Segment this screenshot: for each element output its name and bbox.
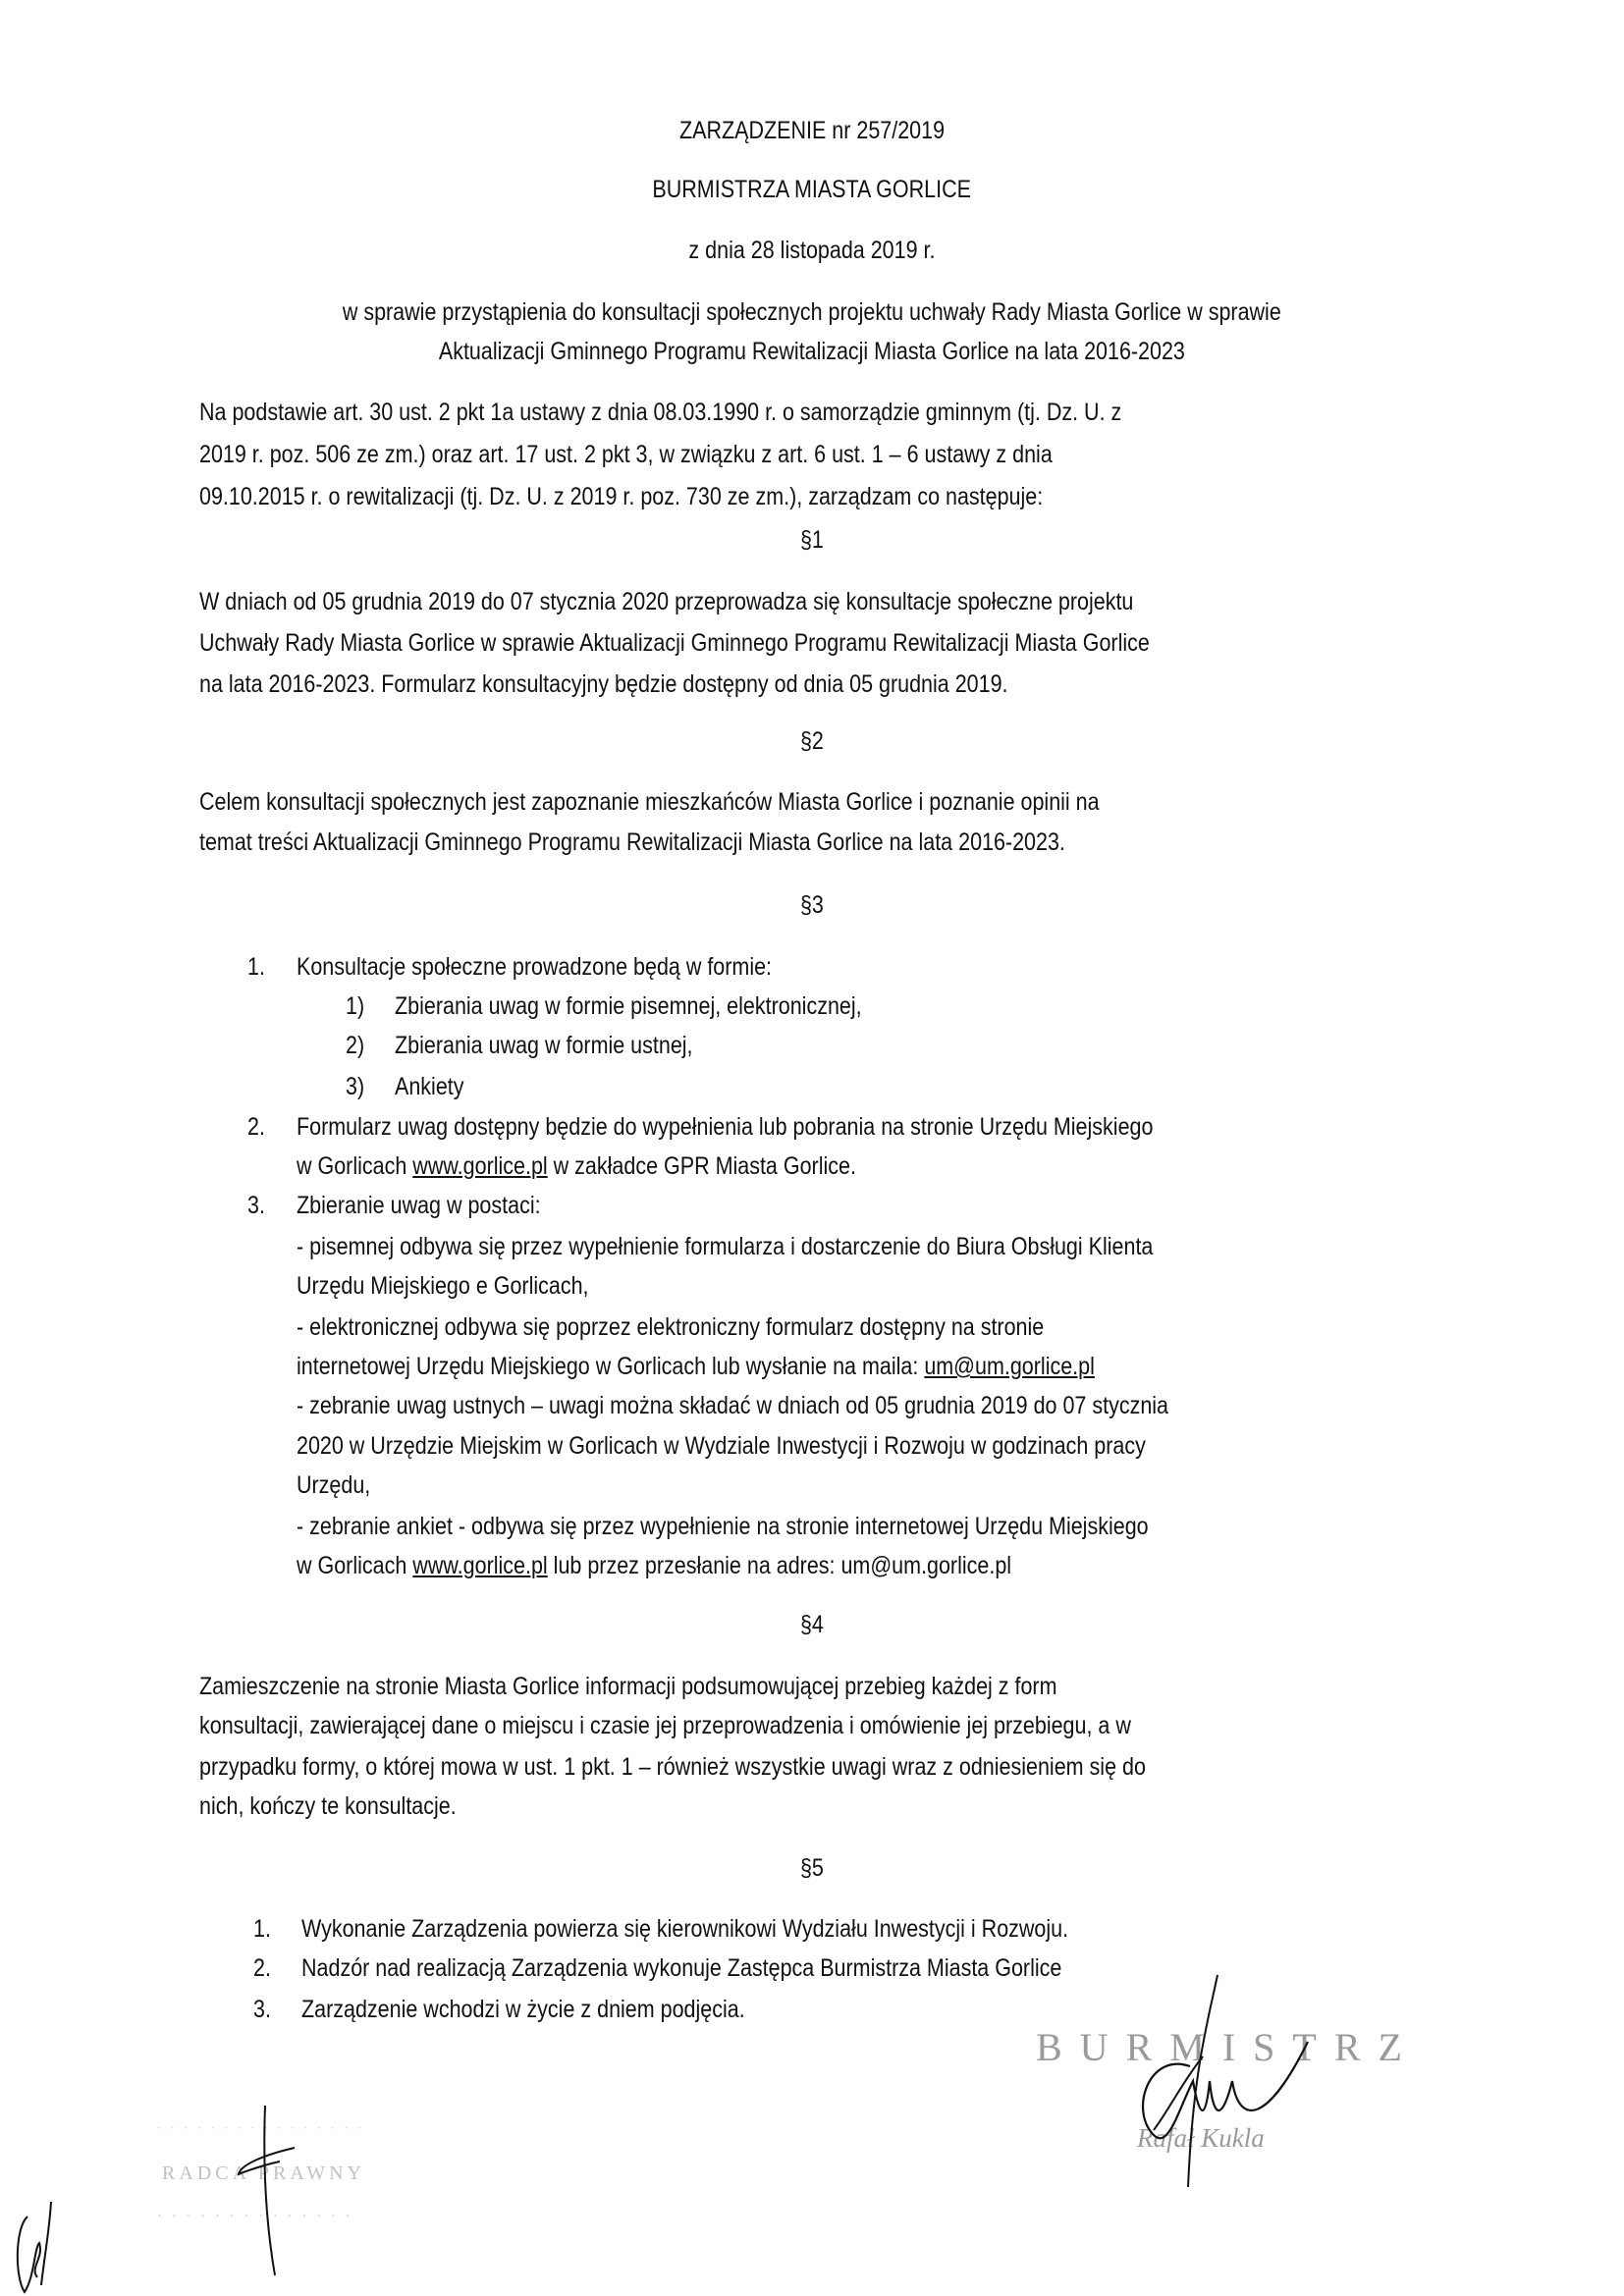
preamble-line2: 2019 r. poz. 506 ze zm.) oraz art. 17 ust. 2 pkt 3, w związku z art. 6 ust. 1 – 6 ustawy z dnia xyxy=(199,441,1053,468)
mayor-stamp-name: Rafał Kukla xyxy=(1137,2123,1265,2153)
document-subject-line2: Aktualizacji Gminnego Programu Rewitalizacji Miasta Gorlice na lata 2016-2023 xyxy=(438,338,1186,365)
legal-stamp-header: · · · · · · · · · · · · · · · · xyxy=(157,2120,365,2135)
document-issuer: BURMISTRZA MIASTA GORLICE xyxy=(652,176,972,203)
document-subject-line1: w sprawie przystąpienia do konsultacji społecznych projektu uchwały Rady Miasta Gorlice w sprawie xyxy=(343,298,1281,326)
s3-sub3-number: 3) xyxy=(346,1073,365,1100)
s3-bullet3-line2: 2020 w Urzędzie Miejskim w Gorlicach w Wydziale Inwestycji i Rozwoju w godzinach pracy xyxy=(297,1432,1146,1460)
s3-sub1-number: 1) xyxy=(346,992,365,1020)
legal-stamp-title: RADCA PRAWNY xyxy=(162,2163,365,2184)
preamble-line3: 09.10.2015 r. o rewitalizacji (tj. Dz. U. z 2019 r. poz. 730 ze zm.), zarządzam co następuje: xyxy=(199,483,1044,510)
s3-bullet2-line1: - elektronicznej odbywa się poprzez elektroniczny formularz dostępny na stronie xyxy=(297,1313,1045,1341)
section-5-heading: §5 xyxy=(800,1854,824,1882)
s3-bullet3-line1: - zebranie uwag ustnych – uwagi można składać w dniach od 05 grudnia 2019 do 07 stycznia xyxy=(297,1392,1169,1419)
s3-sub1-text: Zbierania uwag w formie pisemnej, elektronicznej, xyxy=(395,992,862,1020)
section-4-line2: konsultacji, zawierającej dane o miejscu i czasie jej przeprowadzenia i omówienie jej przebiegu, a w xyxy=(199,1712,1131,1739)
s3-bullet4-line2-text: w Gorlicach xyxy=(297,1552,413,1579)
s3-item2-line1: Formularz uwag dostępny będzie do wypełnienia lub pobrania na stronie Urzędu Miejskiego xyxy=(297,1113,1154,1141)
section-1-line2: Uchwały Rady Miasta Gorlice w sprawie Aktualizacji Gminnego Programu Rewitalizacji Miasta Gorlice xyxy=(199,629,1150,657)
s3-bullet1-line2: Urzędu Miejskiego e Gorlicach, xyxy=(297,1272,589,1300)
gorlice-website-link[interactable]: www.gorlice.pl xyxy=(412,1152,548,1180)
s3-sub3-text: Ankiety xyxy=(395,1073,464,1100)
s3-item3-text: Zbieranie uwag w postaci: xyxy=(297,1192,541,1219)
s3-sub2-number: 2) xyxy=(346,1032,365,1059)
section-1-line1: W dniach od 05 grudnia 2019 do 07 stycznia 2020 przeprowadza się konsultacje społeczne projektu xyxy=(199,588,1134,615)
section-3-heading: §3 xyxy=(800,891,824,919)
s3-item1-number: 1. xyxy=(247,953,265,981)
document-date: z dnia 28 listopada 2019 r. xyxy=(688,237,936,264)
s3-bullet1-line1: - pisemnej odbywa się przez wypełnienie formularza i dostarczenie do Biura Obsługi Klienta xyxy=(297,1233,1154,1260)
legal-stamp-name: · · · · · · · · · · · · · · xyxy=(157,2209,353,2224)
s3-item3-number: 3. xyxy=(247,1192,265,1219)
s3-item1-text: Konsultacje społeczne prowadzone będą w formie: xyxy=(297,953,773,981)
s3-bullet4-line1: - zebranie ankiet - odbywa się przez wypełnienie na stronie internetowej Urzędu Miejskiego xyxy=(297,1513,1149,1540)
section-4-line1: Zamieszczenie na stronie Miasta Gorlice informacji podsumowującej przebieg każdej z form xyxy=(199,1673,1057,1700)
email-link[interactable]: um@um.gorlice.pl xyxy=(924,1353,1095,1380)
section-2-line1: Celem konsultacji społecznych jest zapoznanie mieszkańców Miasta Gorlice i poznanie opinii na xyxy=(199,788,1100,816)
section-4-line4: nich, kończy te konsultacje. xyxy=(199,1792,457,1820)
document-title: ZARZĄDZENIE nr 257/2019 xyxy=(678,117,946,144)
section-4-line3: przypadku formy, o której mowa w ust. 1 pkt. 1 – również wszystkie uwagi wraz z odniesieniem się do xyxy=(199,1753,1146,1781)
s5-item2-number: 2. xyxy=(253,1954,271,1982)
section-1-heading: §1 xyxy=(800,526,824,554)
section-2-line2: temat treści Aktualizacji Gminnego Programu Rewitalizacji Miasta Gorlice na lata 2016-2023. xyxy=(199,828,1065,856)
s3-item2-line2-text: w Gorlicach xyxy=(297,1152,413,1180)
s3-item2-line2-suffix: w zakładce GPR Miasta Gorlice. xyxy=(547,1152,856,1180)
s5-item2-text: Nadzór nad realizacją Zarządzenia wykonuje Zastępca Burmistrza Miasta Gorlice xyxy=(301,1954,1062,1982)
s5-item1-number: 1. xyxy=(253,1915,271,1943)
s3-bullet2-line2-text: internetowej Urzędu Miejskiego w Gorlicach lub wysłanie na maila: xyxy=(297,1353,925,1380)
mayor-stamp-title: BURMISTRZ xyxy=(1036,2025,1420,2069)
section-2-heading: §2 xyxy=(800,727,824,755)
gorlice-website-link-2[interactable]: www.gorlice.pl xyxy=(412,1552,548,1579)
s5-item1-text: Wykonanie Zarządzenia powierza się kierownikowi Wydziału Inwestycji i Rozwoju. xyxy=(301,1915,1069,1943)
section-1-line3: na lata 2016-2023. Formularz konsultacyjny będzie dostępny od dnia 05 grudnia 2019. xyxy=(199,670,1008,698)
s5-item3-number: 3. xyxy=(253,1996,271,2023)
preamble-line1: Na podstawie art. 30 ust. 2 pkt 1a ustawy z dnia 08.03.1990 r. o samorządzie gminnym (tj. Dz. U. z xyxy=(199,399,1122,426)
section-4-heading: §4 xyxy=(800,1611,824,1638)
s3-sub2-text: Zbierania uwag w formie ustnej, xyxy=(395,1032,693,1059)
s5-item3-text: Zarządzenie wchodzi w życie z dniem podjęcia. xyxy=(301,1996,745,2023)
s3-item2-number: 2. xyxy=(247,1113,265,1141)
s3-bullet4-line2-suffix: lub przez przesłanie na adres: um@um.gorlice.pl xyxy=(547,1552,1012,1579)
s3-bullet3-line3: Urzędu, xyxy=(297,1471,371,1499)
